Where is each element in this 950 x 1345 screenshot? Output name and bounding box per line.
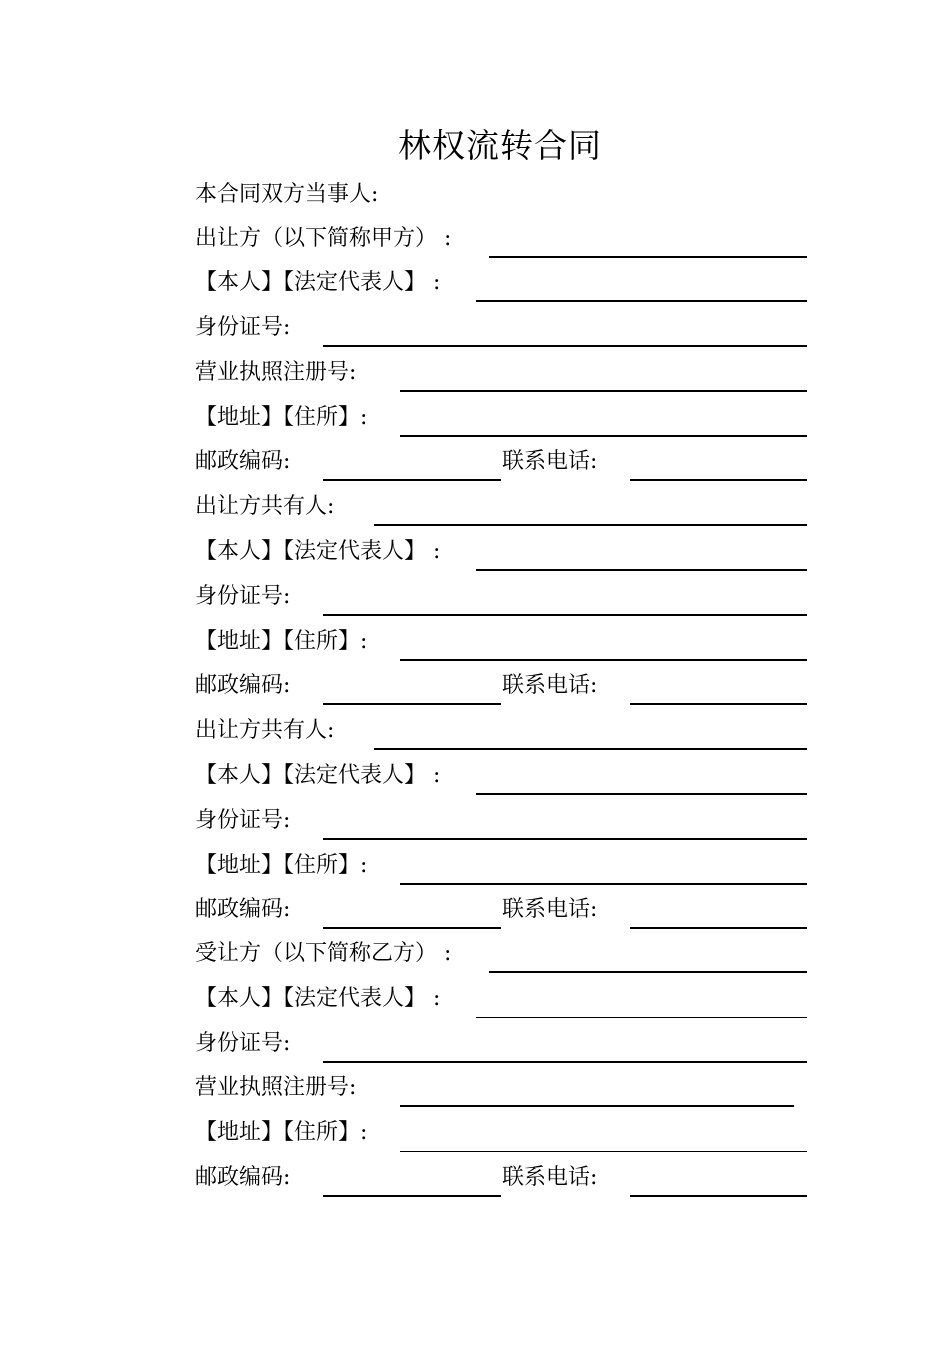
form-row: [195, 929, 807, 973]
blank-line[interactable]: [476, 1017, 807, 1018]
field-label: 出让方共有人:: [195, 494, 335, 519]
field-label: 【地址】【住所】:: [195, 853, 368, 878]
blank-line[interactable]: [374, 524, 807, 526]
form-row: [195, 1063, 807, 1107]
blank-line[interactable]: [476, 569, 807, 571]
blank-line[interactable]: [630, 703, 807, 705]
field-label: 【本人】【法定代表人】 :: [195, 539, 441, 564]
blank-line[interactable]: [400, 1105, 794, 1107]
form-row: [195, 617, 807, 661]
form-row: [195, 214, 807, 258]
document-title: 林权流转合同: [398, 126, 602, 165]
form-row: [195, 348, 807, 392]
form-row: [195, 706, 807, 750]
form-row: [195, 393, 807, 437]
field-label: 联系电话:: [502, 1165, 598, 1190]
blank-line[interactable]: [323, 614, 807, 616]
field-label: 邮政编码:: [195, 897, 291, 922]
form-row: [195, 885, 807, 929]
field-label: 出让方共有人:: [195, 718, 335, 743]
field-label: 【地址】【住所】:: [195, 1120, 368, 1145]
field-label: 【本人】【法定代表人】 :: [195, 270, 441, 295]
field-label: 【本人】【法定代表人】 :: [195, 986, 441, 1011]
form-row: [195, 572, 807, 616]
field-label: 身份证号:: [195, 315, 291, 340]
form-row: [195, 974, 807, 1018]
field-label: 受让方（以下简称乙方） :: [195, 941, 452, 966]
field-label: 联系电话:: [502, 897, 598, 922]
form-row: [195, 303, 807, 347]
form-row: [195, 661, 807, 705]
field-label: 出让方（以下简称甲方） :: [195, 226, 452, 251]
form-row: [195, 437, 807, 481]
blank-line[interactable]: [476, 793, 807, 795]
field-label: 身份证号:: [195, 1031, 291, 1056]
blank-line[interactable]: [323, 479, 501, 481]
form-row: [195, 1153, 807, 1197]
field-label: 身份证号:: [195, 584, 291, 609]
form-row: [195, 1108, 807, 1152]
field-label: 邮政编码:: [195, 1165, 291, 1190]
blank-line[interactable]: [400, 1151, 807, 1152]
form-row: [195, 751, 807, 795]
blank-line[interactable]: [630, 479, 807, 481]
field-label: 身份证号:: [195, 808, 291, 833]
blank-line[interactable]: [476, 300, 807, 302]
blank-line[interactable]: [630, 1195, 807, 1197]
blank-line[interactable]: [323, 1195, 501, 1197]
field-label: 【地址】【住所】:: [195, 405, 368, 430]
form-row: [195, 258, 807, 302]
field-label: 邮政编码:: [195, 673, 291, 698]
blank-line[interactable]: [323, 838, 807, 840]
field-label: 【地址】【住所】:: [195, 629, 368, 654]
field-label: 【本人】【法定代表人】 :: [195, 763, 441, 788]
field-label: 联系电话:: [502, 449, 598, 474]
blank-line[interactable]: [323, 345, 807, 347]
form-row: [195, 482, 807, 526]
form-row: [195, 527, 807, 571]
blank-line[interactable]: [374, 748, 807, 750]
form-row: [195, 841, 807, 885]
field-label: 营业执照注册号:: [195, 1075, 357, 1100]
blank-line[interactable]: [400, 390, 807, 392]
form-row: [195, 1019, 807, 1063]
field-label: 联系电话:: [502, 673, 598, 698]
form-row: [195, 796, 807, 840]
field-label: 邮政编码:: [195, 449, 291, 474]
blank-line[interactable]: [489, 971, 807, 973]
intro-text: 本合同双方当事人:: [195, 182, 379, 207]
blank-line[interactable]: [323, 703, 501, 705]
field-label: 营业执照注册号:: [195, 360, 357, 385]
